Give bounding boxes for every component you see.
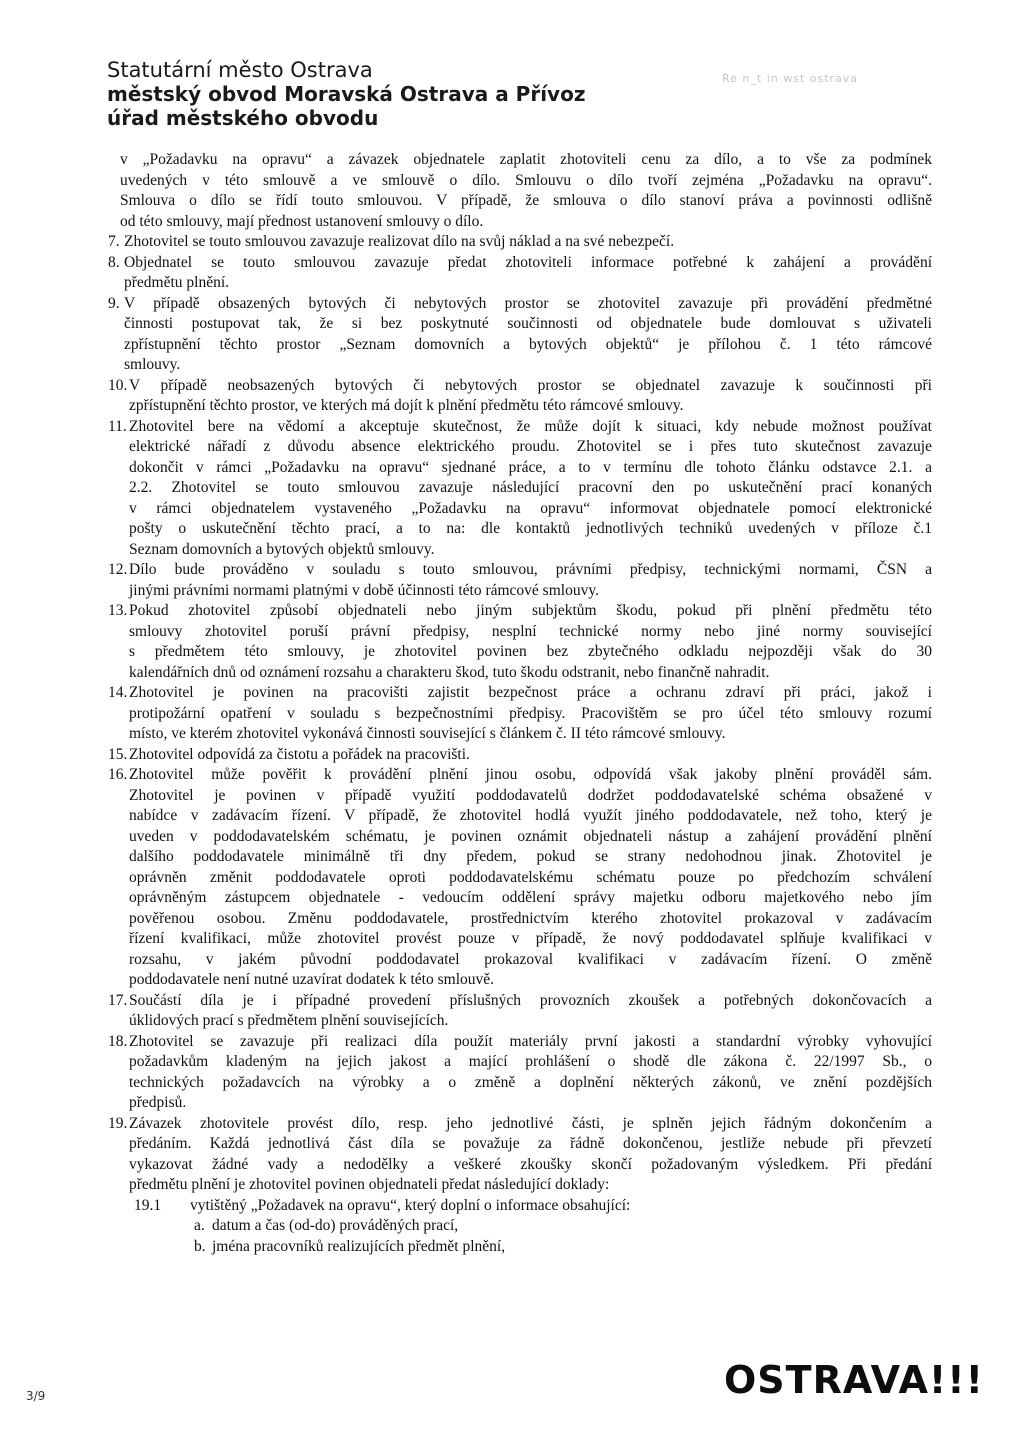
clause-number: 10. [108, 376, 128, 394]
clause-line: Zhotovitel může pověřit k provádění plnění jinou osobu, odpovídá však jakoby plnění prováděl sám. [129, 766, 932, 783]
clause-line: v rámci objednatelem vystaveného „Požadavku na opravu“ informovat objednatele pomocí elektronické [129, 499, 932, 517]
clause-line: V případě neobsazených bytových či nebytových prostor se objednatel zavazuje k součinnosti při [129, 376, 932, 394]
clause-line: dalšího poddodavatele minimálně tři dny předem, pokud se strany nedohodnou jinak. Zhotovitel je [129, 848, 932, 865]
clause-line: zpřístupnění těchto prostor „Seznam domovních a bytových objektů“ je přílohou č. 1 této rámcové [124, 335, 932, 353]
clause-number: 11. [108, 417, 127, 435]
clause-list [108, 232, 932, 1196]
clause-item [108, 376, 932, 417]
sub-clause-text: vytištěný „Požadavek na opravu“, který doplní o informace obsahující: [190, 1196, 631, 1214]
sub-item-text: jména pracovníků realizujících předmět plnění, [212, 1237, 506, 1255]
clause-text [124, 294, 932, 376]
clause-line: s předmětem této smlouvy, je zhotovitel povinen bez zbytečného odkladu nejpozději však do 30 [129, 643, 932, 660]
clause-item [108, 1032, 932, 1114]
document-header [107, 58, 585, 130]
intro-line: Smlouva o dílo se řídí touto smlouvou. V případě, že smlouva o dílo stanoví práva a povinnosti odlišně [120, 192, 932, 209]
clause-line: Pokud zhotovitel způsobí objednateli nebo jiným subjektům škodu, pokud při plnění předmětu této [129, 602, 932, 619]
intro-line: v „Požadavku na opravu“ a závazek objednatele zaplatit zhotoviteli cenu za dílo, a to vše za podmínek [120, 151, 932, 168]
clause-number: 19. [108, 1114, 128, 1132]
clause-item [108, 560, 932, 601]
sub-item-text: datum a čas (od-do) prováděných prací, [212, 1217, 459, 1234]
clause-item [108, 232, 932, 253]
clause-line: technických požadavcích na výrobky a o změně a doplnění některých zákonů, ve znění pozdějších [129, 1073, 932, 1091]
clause-text [129, 560, 932, 601]
clause-line: Zhotovitel je povinen na pracovišti zajistit bezpečnost práce a ochranu zdraví při práci, jakož i [129, 684, 932, 701]
sub-item-letter: a. [194, 1217, 205, 1234]
document-body [108, 150, 932, 1257]
clause-item [108, 417, 932, 561]
clause-number: 18. [108, 1032, 128, 1050]
sub-clause-number: 19.1 [134, 1196, 162, 1214]
clause-line: Zhotovitel se touto smlouvou zavazuje realizovat dílo na svůj náklad a na své nebezpečí. [124, 233, 675, 250]
clause-line: smlouvy zhotovitel poruší právní předpisy, nesplní technické normy nebo jiné normy související [129, 622, 932, 640]
clause-text [129, 376, 932, 417]
intro-paragraph [108, 150, 932, 232]
sub-clause [108, 1196, 932, 1217]
clause-line: zpřístupnění těchto prostor, ve kterých má dojít k plnění předmětu této rámcové smlouvy. [129, 397, 684, 414]
clause-line: vykazovat žádné vady a nedodělky a veškeré zkoušky skončí požadovaným výsledkem. Při předání [129, 1155, 932, 1173]
clause-item [108, 745, 932, 766]
intro-line: od této smlouvy, mají přednost ustanovení smlouvy o dílo. [120, 212, 484, 230]
clause-line: smlouvy. [124, 356, 181, 373]
clause-line: Zhotovitel je povinen v případě využití poddodavatelů dodržet poddodavatelské schéma obsažené v [129, 786, 932, 804]
clause-item [108, 683, 932, 745]
clause-number: 17. [108, 991, 128, 1009]
clause-line: pověřenou osobou. Změnu poddodavatele, prostřednictvím kterého zhotovitel prokazoval v zadávacím [129, 909, 932, 927]
clause-item [108, 253, 932, 294]
clause-number: 15. [108, 745, 128, 763]
clause-line: úklidových prací s předmětem plnění souvisejících. [129, 1012, 449, 1029]
clause-line: oprávněným zástupcem objednatele - vedoucím oddělení správy majetku odboru majetkového nebo jím [129, 889, 932, 906]
clause-line: elektrické nářadí z důvodu absence elektrického proudu. Zhotovitel se i přes tuto skutečnost zavazuje [129, 438, 932, 455]
clause-text [129, 601, 932, 683]
clause-line: protipožární opatření v souladu s bezpečnostními předpisy. Pracovištěm se pro účel této smlouvy rozumí [129, 704, 932, 722]
clause-text [129, 1114, 932, 1196]
sub-item-a [108, 1216, 932, 1237]
clause-item [108, 1114, 932, 1196]
clause-item [108, 601, 932, 683]
clause-line: předpisů. [129, 1094, 187, 1111]
clause-text [129, 765, 932, 991]
clause-item [108, 765, 932, 991]
clause-number: 16. [108, 766, 128, 783]
clause-line: jinými právními normami platnými v době účinnosti této rámcové smlouvy. [129, 581, 599, 599]
clause-text [124, 253, 932, 294]
clause-line: Objednatel se touto smlouvou zavazuje předat zhotoviteli informace potřebné k zahájení a provádění [124, 253, 932, 271]
clause-line: činnosti postupovat tak, že si bez poskytnuté součinnosti od objednatele bude domlouvat s uživateli [124, 315, 932, 332]
clause-line: Seznam domovních a bytových objektů smlouvy. [129, 540, 435, 558]
clause-text [124, 232, 932, 253]
page-number: 3/9 [26, 1389, 46, 1403]
clause-line: předmětu plnění. [124, 274, 230, 291]
clause-text [129, 683, 932, 745]
intro-line: uvedených v této smlouvě a ve smlouvě o dílo. Smlouvu o dílo tvoří zejména „Požadavku na opravu“. [120, 171, 932, 189]
clause-line: oprávněn změnit poddodavatele oproti poddodavatelskému schématu pouze po předchozím schválení [129, 868, 932, 886]
clause-line: V případě obsazených bytových či nebytových prostor se zhotovitel zavazuje při provádění předmětné [124, 294, 932, 312]
ostrava-logo: OSTRAVA!!! [724, 1358, 984, 1402]
clause-line: Zhotovitel se zavazuje při realizaci díla použít materiály první jakosti a standardní výrobky vyhovující [129, 1032, 932, 1050]
clause-item [108, 294, 932, 376]
clause-line: řízení kvalifikaci, může zhotovitel provést pouze v případě, že nový poddodavatel splňuje kvalifikaci v [129, 930, 932, 947]
clause-number: 8. [108, 253, 120, 271]
clause-text [129, 417, 932, 561]
clause-line: Závazek zhotovitele provést dílo, resp. jeho jednotlivé části, je splněn jejich řádným dokončením a [129, 1114, 932, 1132]
clause-line: místo, ve kterém zhotovitel vykonává činnosti související s článkem č. II této rámcové smlouvy. [129, 725, 726, 742]
clause-line: Zhotovitel odpovídá za čistotu a pořádek na pracovišti. [129, 745, 470, 763]
header-district: městský obvod Moravská Ostrava a Přívoz [107, 82, 586, 106]
clause-line: poddodavatele není nutné uzavírat dodatek k této smlouvě. [129, 971, 494, 988]
sub-item-b [108, 1237, 932, 1258]
clause-item [108, 991, 932, 1032]
clause-text [129, 745, 932, 766]
header-faint-text: Re n_t in wst ostrava [722, 72, 859, 85]
clause-number: 12. [108, 561, 128, 578]
clause-line: rozsahu, v jakém původní poddodavatel prokazoval kvalifikaci v zadávacím řízení. O změně [129, 950, 932, 968]
clause-line: Zhotovitel bere na vědomí a akceptuje skutečnost, že může dojít k situaci, kdy nebude možnost používat [129, 417, 932, 435]
clause-line: uveden v poddodavatelském schématu, je povinen oznámit objednateli nástup a zahájení provádění plnění [129, 827, 932, 845]
clause-line: předmětu plnění je zhotovitel povinen objednateli předat následující doklady: [129, 1176, 610, 1193]
header-office: úřad městského obvodu [107, 106, 379, 130]
sub-item-letter: b. [194, 1237, 206, 1255]
clause-line: kalendářních dnů od oznámení rozsahu a charakteru škod, tuto škodu odstranit, nebo finančně nahradit. [129, 663, 770, 681]
clause-number: 7. [108, 233, 120, 250]
clause-line: Součástí díla je i případné provedení příslušných provozních zkoušek a potřebných dokončovacích a [129, 991, 932, 1009]
clause-text [129, 1032, 932, 1114]
clause-line: předáním. Každá jednotlivá část díla se považuje za řádně dokončenou, jestliže nebude při převzetí [129, 1135, 932, 1152]
header-city: Statutární město Ostrava [107, 58, 373, 82]
clause-number: 14. [108, 684, 128, 701]
clause-line: dokončit v rámci „Požadavku na opravu“ sjednané práce, a to v termínu dle tohoto článku odstavce 2.1. a [129, 458, 932, 476]
clause-line: Dílo bude prováděno v souladu s touto smlouvou, právními předpisy, technickými normami, ČSN a [129, 561, 932, 578]
clause-line: nabídce v zadávacím řízení. V případě, že zhotovitel hodlá využít jiného poddodavatele, než toho, který je [129, 807, 932, 824]
clause-line: 2.2. Zhotovitel se touto smlouvou zavazuje následující pracovní den po uskutečnění prací konaných [129, 479, 932, 496]
clause-text [129, 991, 932, 1032]
clause-number: 9. [108, 294, 120, 312]
clause-number: 13. [108, 602, 128, 619]
clause-line: pošty o uskutečnění těchto prací, a to na: dle kontaktů jednotlivých techniků uvedených v příloze č.1 [129, 520, 932, 537]
clause-line: požadavkům kladeným na jejich jakost a mající prohlášení o shodě dle zákona č. 22/1997 Sb., o [129, 1053, 932, 1070]
